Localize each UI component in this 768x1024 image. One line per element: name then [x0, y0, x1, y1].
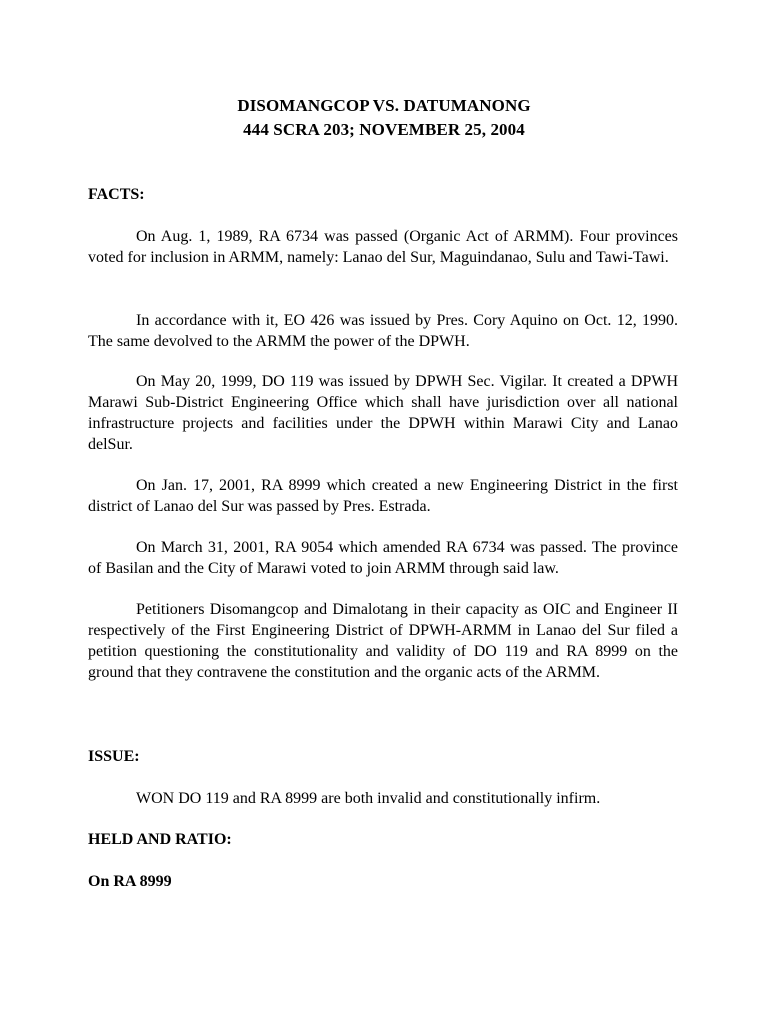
case-title: DISOMANGCOP VS. DATUMANONG: [237, 96, 531, 115]
facts-paragraph-1: On Aug. 1, 1989, RA 6734 was passed (Organic Act of ARMM). Four provinces voted for inclusion in ARMM, namely: Lanao del Sur, Maguindanao, Sulu and Tawi-Tawi.: [88, 228, 678, 266]
facts-paragraph-6: Petitioners Disomangcop and Dimalotang in their capacity as OIC and Engineer II respectively of the First Engineering District of DPWH-ARMM in Lanao del Sur filed a petition questioning the constitutionality and validity of DO 119 and RA 8999 on the ground that they contravene the constitution and the organic acts of the ARMM.: [88, 601, 678, 681]
issue-heading: ISSUE:: [88, 748, 140, 765]
facts-paragraph-4: On Jan. 17, 2001, RA 8999 which created a new Engineering District in the first district of Lanao del Sur was passed by Pres. Estrada.: [88, 477, 678, 515]
facts-heading: FACTS:: [88, 186, 145, 203]
facts-paragraph-3: On May 20, 1999, DO 119 was issued by DPWH Sec. Vigilar. It created a DPWH Marawi Sub-District Engineering Office which shall have jurisdiction over all national infrastructure projects and facilities under the DPWH within Marawi City and Lanao delSur.: [88, 373, 678, 453]
case-citation: 444 SCRA 203; NOVEMBER 25, 2004: [243, 120, 525, 139]
facts-paragraph-5: On March 31, 2001, RA 9054 which amended RA 6734 was passed. The province of Basilan and the City of Marawi voted to join ARMM through said law.: [88, 539, 678, 577]
subheading-ra-8999: On RA 8999: [88, 873, 172, 890]
facts-paragraph-2: In accordance with it, EO 426 was issued by Pres. Cory Aquino on Oct. 12, 1990. The same devolved to the ARMM the power of the DPWH.: [88, 312, 678, 350]
held-heading: HELD AND RATIO:: [88, 831, 232, 848]
issue-text: WON DO 119 and RA 8999 are both invalid and constitutionally infirm.: [136, 790, 601, 807]
